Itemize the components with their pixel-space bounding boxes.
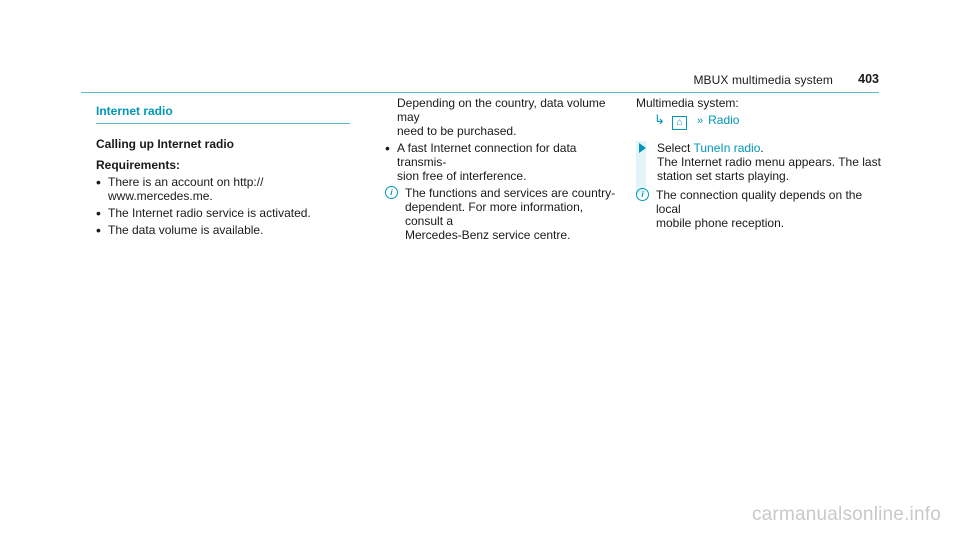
corner-arrow-icon: ↳ bbox=[654, 112, 665, 127]
list-item-text: www.mercedes.me. bbox=[108, 189, 213, 203]
path-item-radio[interactable]: Radio bbox=[708, 113, 740, 127]
page-header bbox=[81, 70, 879, 93]
list-item bbox=[385, 141, 620, 183]
list-item bbox=[96, 175, 350, 203]
list-item bbox=[96, 206, 350, 220]
column-3 bbox=[636, 96, 881, 230]
step-suffix: . bbox=[760, 141, 764, 155]
step-line: station set starts playing. bbox=[657, 169, 790, 183]
play-arrow-icon bbox=[639, 143, 646, 153]
watermark[interactable]: carmanualsonline.info bbox=[751, 504, 941, 525]
list-item-text: The Internet radio service is activated. bbox=[108, 206, 311, 220]
list-item-text: There is an account on http:// bbox=[108, 175, 264, 189]
page-number: 403 bbox=[858, 72, 879, 86]
list-item-text: sion free of interference. bbox=[397, 169, 527, 183]
note-line: mobile phone reception. bbox=[656, 216, 785, 230]
note-line: Mercedes-Benz service centre. bbox=[405, 228, 571, 242]
bullet-icon: • bbox=[96, 222, 101, 238]
list-item-text: A fast Internet connection for data transmis- bbox=[397, 141, 577, 169]
bullet-icon: • bbox=[96, 205, 101, 221]
watermark-bar bbox=[0, 504, 960, 533]
paragraph-line: Depending on the country, data volume may bbox=[397, 96, 606, 124]
info-icon: i bbox=[385, 186, 398, 199]
note-line: dependent. For more information, consult a bbox=[405, 200, 584, 228]
tunein-radio-link[interactable]: TuneIn radio bbox=[693, 141, 761, 155]
column-2 bbox=[385, 96, 620, 242]
info-icon: i bbox=[636, 188, 649, 201]
subsection-title: Calling up Internet radio bbox=[96, 137, 235, 151]
double-chevron-icon: » bbox=[697, 115, 704, 127]
menu-path bbox=[636, 113, 881, 129]
instruction-step bbox=[636, 141, 881, 183]
list-item-text: The data volume is available. bbox=[108, 223, 264, 237]
section-title: Internet radio bbox=[96, 104, 350, 124]
intro-text: Multimedia system: bbox=[636, 96, 739, 110]
header-title: MBUX multimedia system bbox=[693, 73, 833, 87]
note-line: The functions and services are country- bbox=[405, 186, 616, 200]
paragraph bbox=[385, 96, 620, 138]
step-line: The Internet radio menu appears. The last bbox=[657, 155, 881, 169]
note bbox=[385, 186, 620, 242]
paragraph-line: need to be purchased. bbox=[397, 124, 517, 138]
step-line bbox=[657, 141, 881, 155]
note bbox=[636, 188, 881, 230]
step-prefix: Select bbox=[657, 141, 694, 155]
column-1 bbox=[96, 96, 350, 237]
note-line: The connection quality depends on the local bbox=[656, 188, 863, 216]
requirements-label: Requirements: bbox=[96, 158, 181, 172]
list-item bbox=[96, 223, 350, 237]
bullet-icon: • bbox=[96, 174, 101, 190]
home-icon: ⌂ bbox=[672, 116, 687, 130]
bullet-icon: • bbox=[385, 140, 390, 156]
